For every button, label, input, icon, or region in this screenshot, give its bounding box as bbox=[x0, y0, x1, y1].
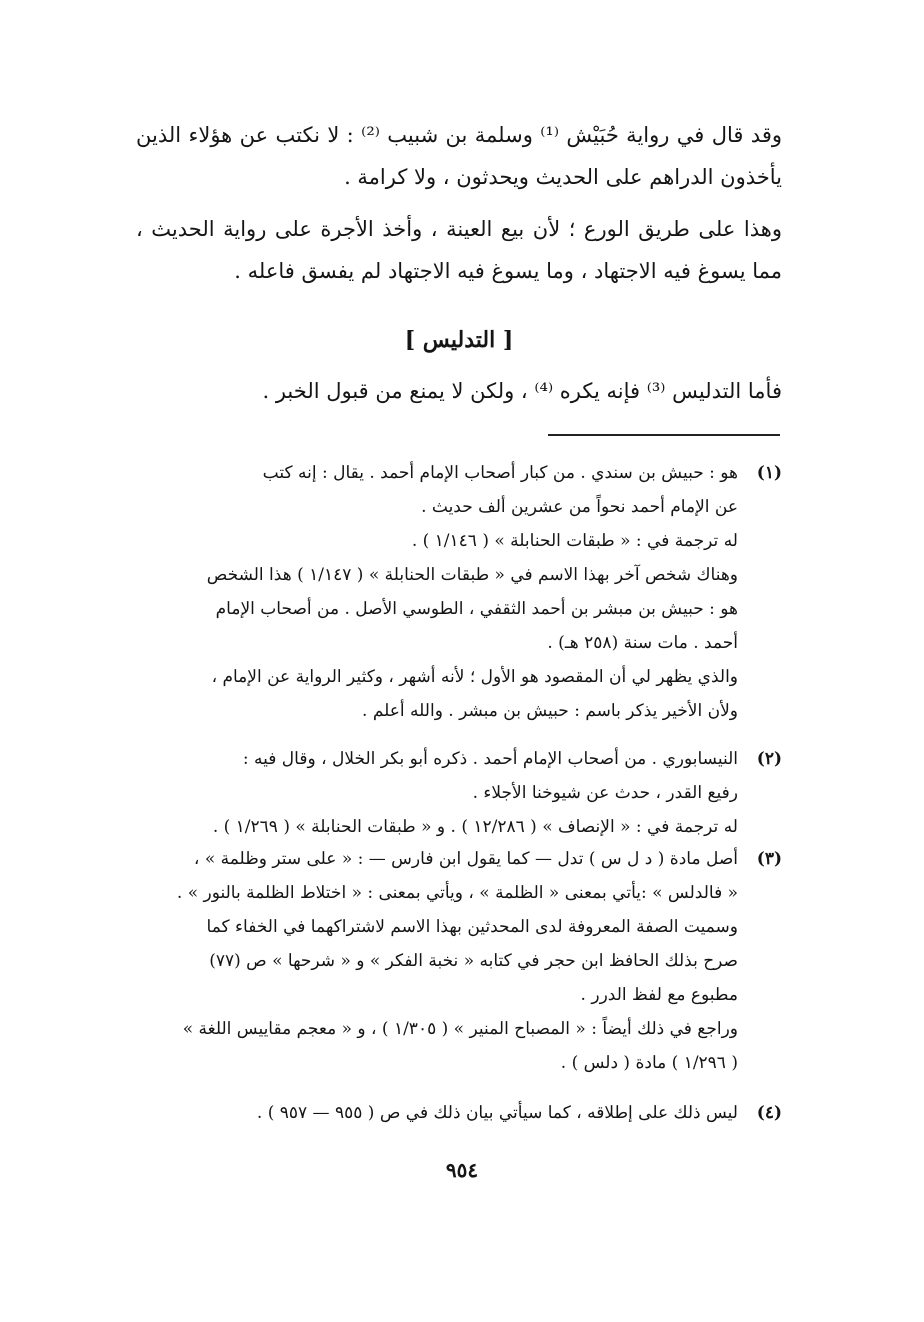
footnote-line: مطبوع مع لفظ الدرر . bbox=[580, 985, 738, 1005]
page-number: ٩٥٤ bbox=[445, 1158, 479, 1182]
footnote-line: له ترجمة في : « طبقات الحنابلة » ( ١/١٤٦ ) . bbox=[411, 531, 738, 551]
footnote-line: « فالدلس » :يأتي بمعنى « الظلمة » ، ويأتي بمعنى : « اختلاط الظلمة بالنور » . bbox=[176, 883, 738, 903]
footnote-line: هو : حبيش بن مبشر بن أحمد الثقفي ، الطوسي الأصل . من أصحاب الإمام bbox=[215, 599, 738, 619]
footnote-line: وسميت الصفة المعروفة لدى المحدثين بهذا الاسم لاشتراكهما في الخفاء كما bbox=[206, 917, 738, 937]
footnote-3 bbox=[136, 842, 782, 1080]
footnote-line: أحمد . مات سنة (٢٥٨ هـ) . bbox=[547, 633, 738, 653]
footnote-body bbox=[136, 742, 738, 844]
footnote-line: رفيع القدر ، حدث عن شيوخنا الأجلاء . bbox=[472, 783, 738, 803]
paragraph-2: وهذا على طريق الورع ؛ لأن بيع العينة ، وأخذ الأجرة على رواية الحديث ، مما يسوغ فيه الاجتهاد ، وما يسوغ فيه الاجتهاد لم يفسق فاعله . bbox=[136, 217, 782, 283]
footnote-line: هو : حبيش بن سندي . من كبار أصحاب الإمام أحمد . يقال : إنه كتب bbox=[262, 463, 738, 483]
footnote-4 bbox=[136, 1096, 782, 1130]
footnote-separator bbox=[548, 434, 780, 436]
footnote-number: (٢) bbox=[756, 749, 782, 769]
footnote-line: ليس ذلك على إطلاقه ، كما سيأتي بيان ذلك في ص ( ٩٥٥ — ٩٥٧ ) . bbox=[256, 1103, 738, 1123]
footnote-line: ( ١/٢٩٦ ) مادة ( دلس ) . bbox=[560, 1053, 738, 1073]
footnote-number: (٣) bbox=[756, 849, 782, 869]
paragraph-3: فأما التدليس ⁽³⁾ فإنه يكره ⁽⁴⁾ ، ولكن لا يمنع من قبول الخبر . bbox=[262, 379, 782, 403]
footnote-1 bbox=[136, 456, 782, 728]
footnote-line: وراجع في ذلك أيضاً : « المصباح المنير » ( ١/٣٠٥ ) ، و « معجم مقاييس اللغة » bbox=[182, 1019, 738, 1039]
paragraph-1: وقد قال في رواية حُبَيْش ⁽¹⁾ وسلمة بن شبيب ⁽²⁾ : لا نكتب عن هؤلاء الذين يأخذون الدراهم على الحديث ويحدثون ، ولا كرامة . bbox=[136, 123, 783, 189]
footnote-2 bbox=[136, 742, 782, 844]
footnote-line: النيسابوري . من أصحاب الإمام أحمد . ذكره أبو بكر الخلال ، وقال فيه : bbox=[242, 749, 738, 769]
footnote-line: عن الإمام أحمد نحواً من عشرين ألف حديث . bbox=[421, 497, 738, 517]
footnote-line: ولأن الأخير يذكر باسم : حبيش بن مبشر . والله أعلم . bbox=[362, 701, 738, 721]
footnote-number: (٤) bbox=[756, 1103, 782, 1123]
footnote-line: والذي يظهر لي أن المقصود هو الأول ؛ لأنه أشهر ، وكثير الرواية عن الإمام ، bbox=[211, 667, 738, 687]
footnote-body bbox=[136, 842, 738, 1080]
footnote-line: له ترجمة في : « الإنصاف » ( ١٢/٢٨٦ ) . و « طبقات الحنابلة » ( ١/٢٦٩ ) . bbox=[212, 817, 738, 837]
footnote-line: صرح بذلك الحافظ ابن حجر في كتابه « نخبة الفكر » و « شرحها » ص (٧٧) bbox=[209, 951, 738, 971]
footnote-line: أصل مادة ( د ل س ) تدل — كما يقول ابن فارس — : « على ستر وظلمة » ، bbox=[193, 849, 738, 869]
section-heading: [ التدليس ] bbox=[404, 327, 514, 353]
footnote-line: وهناك شخص آخر بهذا الاسم في « طبقات الحنابلة » ( ١/١٤٧ ) هذا الشخص bbox=[206, 565, 738, 585]
footnote-body bbox=[136, 1096, 738, 1130]
footnote-body bbox=[136, 456, 738, 728]
footnote-number: (١) bbox=[756, 463, 782, 483]
